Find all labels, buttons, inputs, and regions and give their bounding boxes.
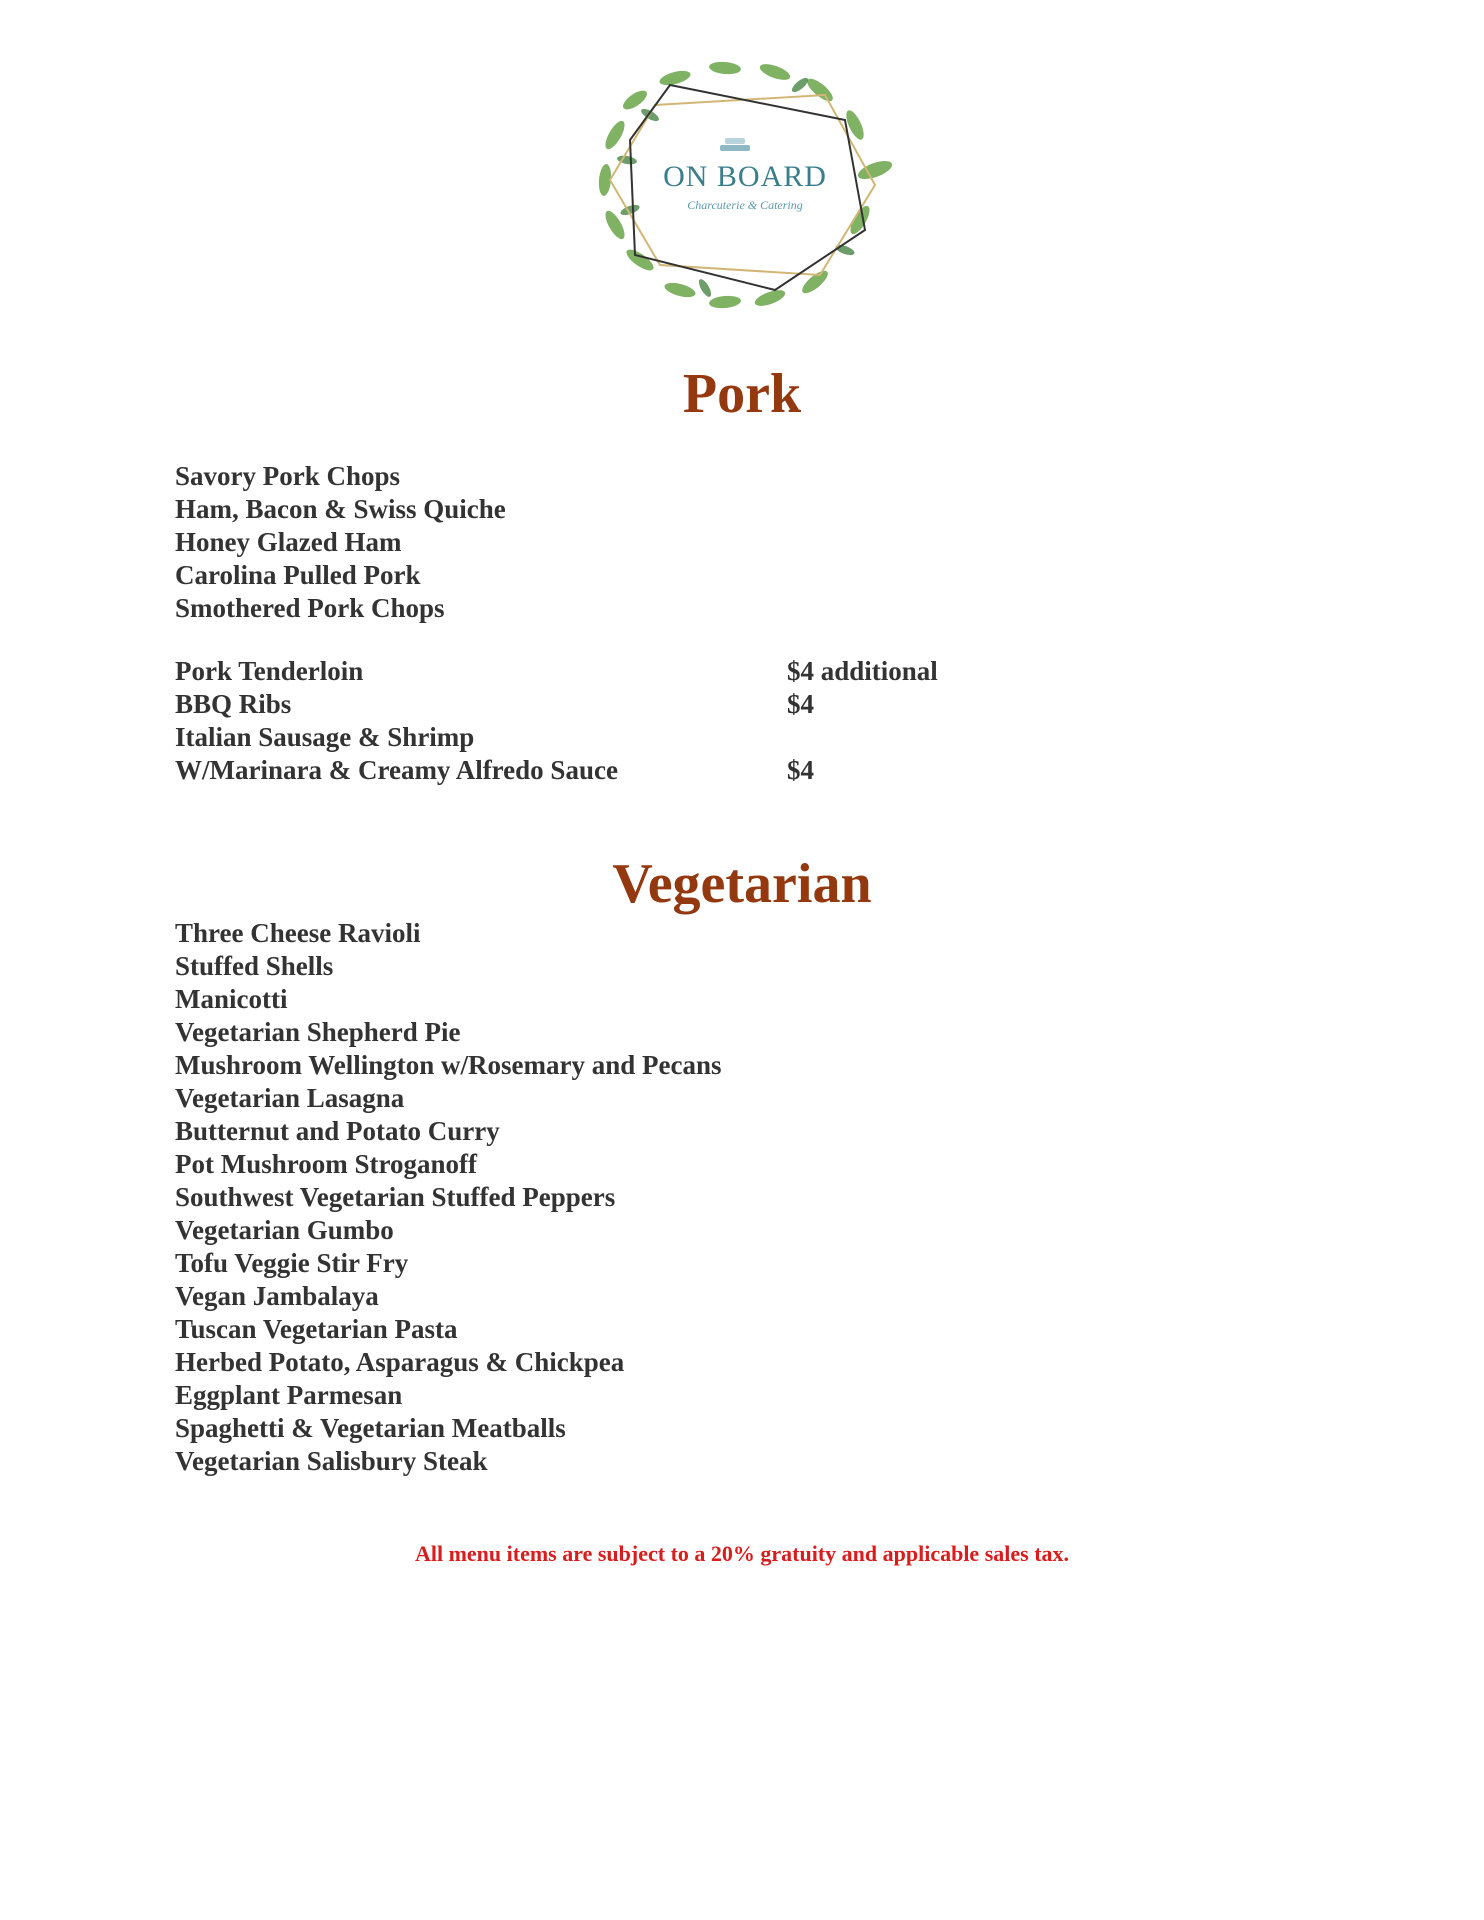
menu-item: Honey Glazed Ham [175,527,402,557]
premium-menu-item [175,721,1075,754]
vegetarian-items-list [175,917,722,1478]
logo-wordmark: ON BOARD [663,160,827,193]
item-name: Italian Sausage & Shrimp [175,722,475,752]
item-name: Pork Tenderloin [175,656,364,686]
menu-item: Stuffed Shells [175,951,334,981]
logo-tagline: Charcuterie & Catering [687,198,803,212]
menu-item: Vegetarian Lasagna [175,1083,405,1113]
menu-item: Tuscan Vegetarian Pasta [175,1314,458,1344]
menu-item: Savory Pork Chops [175,461,401,491]
menu-item: Manicotti [175,984,288,1014]
menu-item: Carolina Pulled Pork [175,560,421,590]
menu-item: Mushroom Wellington w/Rosemary and Pecans [175,1050,722,1080]
item-name: BBQ Ribs [175,689,292,719]
menu-item: Smothered Pork Chops [175,593,445,623]
menu-item: Vegetarian Shepherd Pie [175,1017,461,1047]
item-price: $4 [787,755,814,785]
menu-item: Eggplant Parmesan [175,1380,403,1410]
menu-item: Vegetarian Salisbury Steak [175,1446,488,1476]
pork-premium-items-list [175,655,1075,787]
pork-section-title: Pork [682,363,802,425]
menu-item: Tofu Veggie Stir Fry [175,1248,409,1278]
menu-item: Vegetarian Gumbo [175,1215,394,1245]
vegetarian-section-title: Vegetarian [612,853,872,915]
item-price: $4 [787,689,814,719]
menu-item: Pot Mushroom Stroganoff [175,1149,477,1179]
gratuity-note: All menu items are subject to a 20% gratuity and applicable sales tax. [414,1541,1070,1566]
premium-menu-item [175,688,1075,721]
menu-item: Three Cheese Ravioli [175,918,421,948]
premium-menu-item [175,754,1075,787]
menu-item: Butternut and Potato Curry [175,1116,500,1146]
menu-item: Ham, Bacon & Swiss Quiche [175,494,506,524]
item-price: $4 additional [787,656,938,686]
menu-item: Vegan Jambalaya [175,1281,379,1311]
item-name: W/Marinara & Creamy Alfredo Sauce [175,755,618,785]
menu-item: Southwest Vegetarian Stuffed Peppers [175,1182,616,1212]
menu-item: Spaghetti & Vegetarian Meatballs [175,1413,566,1443]
menu-item: Herbed Potato, Asparagus & Chickpea [175,1347,625,1377]
pork-items-list [175,460,506,625]
premium-menu-item [175,655,1075,688]
